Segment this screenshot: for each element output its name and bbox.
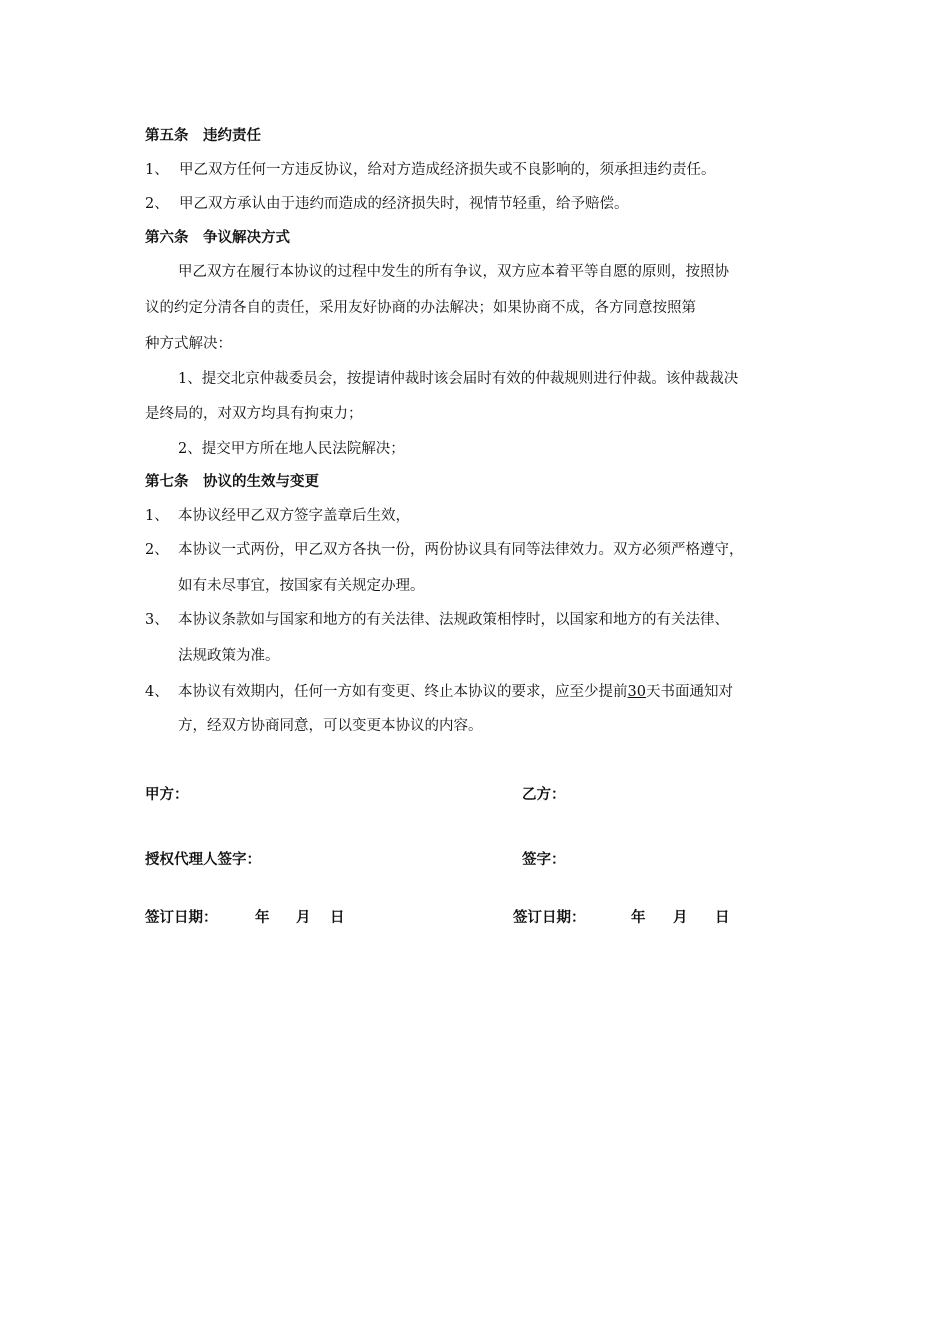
article7-item1-text: 本协议经甲乙双方签字盖章后生效， <box>178 508 410 524</box>
article6-para-line3: 种方式解决： <box>145 336 232 352</box>
article7-item2-line2: 如有未尽事宜，按国家有关规定办理。 <box>178 578 425 594</box>
article6-para-line2: 议的约定分清各自的责任，采用友好协商的办法解决；如果协商不成，各方同意按照第 <box>145 300 696 316</box>
party-a-date-year: 年 <box>255 909 270 926</box>
article5-item2-text: 甲乙双方承认由于违约而造成的经济损失时，视情节轻重，给予赔偿。 <box>179 196 629 212</box>
article7-item3-line2: 法规政策为准。 <box>178 648 280 664</box>
party-a-label: 甲方： <box>145 786 189 803</box>
article7-item3-number: 3、 <box>145 612 169 628</box>
party-b-signature-label: 签字： <box>522 851 566 868</box>
article7-item4-line1 <box>178 682 733 702</box>
article7-item2-number: 2、 <box>145 542 169 558</box>
party-b-date-label: 签订日期： <box>513 909 586 926</box>
article7-item4-line1-post: 天书面通知对 <box>645 684 733 700</box>
article7-item4-line2: 方，经双方协商同意，可以变更本协议的内容。 <box>178 718 483 734</box>
article6-option1-line2: 是终局的，对双方均具有拘束力； <box>145 406 363 422</box>
article7-title: 第七条 协议的生效与变更 <box>145 473 319 490</box>
article5-item1-number: 1、 <box>145 162 169 178</box>
article7-item3-line1: 本协议条款如与国家和地方的有关法律、法规政策相悖时，以国家和地方的有关法律、 <box>178 612 729 628</box>
party-b-label: 乙方： <box>522 786 566 803</box>
article5-item2-number: 2、 <box>145 196 169 212</box>
article7-item4-number: 4、 <box>145 684 169 700</box>
article6-option2: 2、提交甲方所在地人民法院解决； <box>178 441 405 457</box>
article7-item4-line1-pre: 本协议有效期内，任何一方如有变更、终止本协议的要求，应至少提前 <box>178 684 628 700</box>
party-b-date-year: 年 <box>631 909 646 926</box>
article6-option1-line1: 1、提交北京仲裁委员会，按提请仲裁时该会届时有效的仲裁规则进行仲裁。该仲裁裁决 <box>178 371 739 387</box>
article6-title: 第六条 争议解决方式 <box>145 229 290 246</box>
article7-item1-number: 1、 <box>145 508 169 524</box>
article5-item1-text: 甲乙双方任何一方违反协议，给对方造成经济损失或不良影响的，须承担违约责任。 <box>179 162 716 178</box>
party-a-date-month: 月 <box>296 909 311 926</box>
article7-item2-line1: 本协议一式两份，甲乙双方各执一份，两份协议具有同等法律效力。双方必须严格遵守， <box>178 542 744 558</box>
party-b-date-day: 日 <box>715 909 730 926</box>
article5-title: 第五条 违约责任 <box>145 127 261 144</box>
article6-para-line1: 甲乙双方在履行本协议的过程中发生的所有争议，双方应本着平等自愿的原则，按照协 <box>178 264 729 280</box>
authorized-agent-signature-label: 授权代理人签字： <box>145 851 261 868</box>
party-b-date-month: 月 <box>673 909 688 926</box>
party-a-date-label: 签订日期： <box>145 909 218 926</box>
notice-days-value: 30 <box>627 684 646 700</box>
party-a-date-day: 日 <box>330 909 345 926</box>
